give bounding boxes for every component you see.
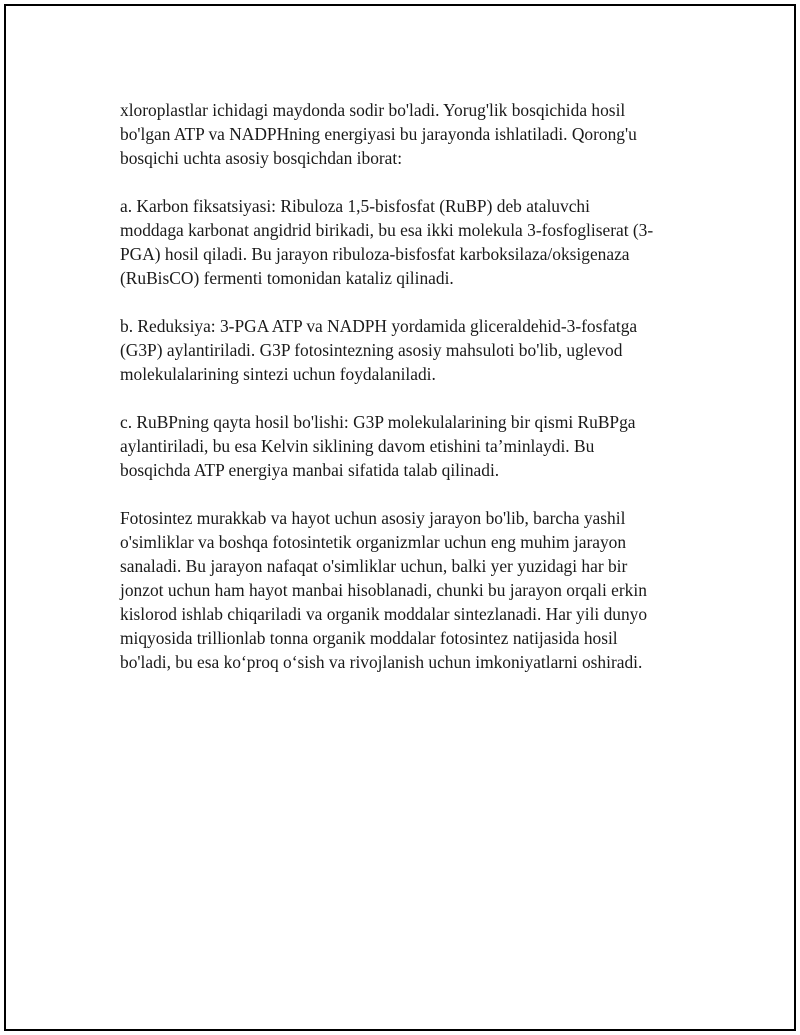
text-line: moddaga karbonat angidrid birikadi, bu esa ikki molekula 3-fosfogliserat (3- <box>120 220 654 240</box>
text-line: (G3P) aylantiriladi. G3P fotosintezning asosiy mahsuloti bo'lib, uglevod <box>120 340 623 360</box>
text-line: bo'ladi, bu esa ko‘proq o‘sish va rivojlanish uchun imkoniyatlarni oshiradi. <box>120 652 643 672</box>
page-frame <box>4 4 796 1031</box>
paragraph-carbon-fixation <box>120 194 695 290</box>
text-line: o'simliklar va boshqa fotosintetik organizmlar uchun eng muhim jarayon <box>120 532 627 552</box>
text-line: bo'lgan ATP va NADPHning energiyasi bu jarayonda ishlatiladi. Qorong'u <box>120 124 637 144</box>
text-line: (RuBisCO) fermenti tomonidan kataliz qilinadi. <box>120 268 454 288</box>
text-line: bosqichi uchta asosiy bosqichdan iborat: <box>120 148 403 168</box>
text-line: miqyosida trillionlab tonna organik moddalar fotosintez natijasida hosil <box>120 628 618 648</box>
text-line: xloroplastlar ichidagi maydonda sodir bo'ladi. Yorug'lik bosqichida hosil <box>120 100 626 120</box>
text-line: kislorod ishlab chiqariladi va organik moddalar sintezlanadi. Har yili dunyo <box>120 604 648 624</box>
paragraph-reduction <box>120 314 695 386</box>
text-line: jonzot uchun ham hayot manbai hisoblanadi, chunki bu jarayon orqali erkin <box>120 580 647 600</box>
text-line: PGA) hosil qiladi. Bu jarayon ribuloza-bisfosfat karboksilaza/oksigenaza <box>120 244 630 264</box>
text-line: molekulalarining sintezi uchun foydalaniladi. <box>120 364 436 384</box>
text-line: b. Reduksiya: 3-PGA ATP va NADPH yordamida gliceraldehid-3-fosfatga <box>120 316 638 336</box>
text-line: bosqichda ATP energiya manbai sifatida talab qilinadi. <box>120 460 500 480</box>
paragraph-conclusion <box>120 506 695 674</box>
text-line: aylantiriladi, bu esa Kelvin siklining davom etishini ta’minlaydi. Bu <box>120 436 595 456</box>
document-body <box>120 98 695 698</box>
text-line: c. RuBPning qayta hosil bo'lishi: G3P molekulalarining bir qismi RuBPga <box>120 412 636 432</box>
text-line: Fotosintez murakkab va hayot uchun asosiy jarayon bo'lib, barcha yashil <box>120 508 626 528</box>
paragraph-rubp-regeneration <box>120 410 695 482</box>
text-line: a. Karbon fiksatsiyasi: Ribuloza 1,5-bisfosfat (RuBP) deb ataluvchi <box>120 196 590 216</box>
paragraph-dark-stage-intro <box>120 98 695 170</box>
text-line: sanaladi. Bu jarayon nafaqat o'simliklar uchun, balki yer yuzidagi har bir <box>120 556 628 576</box>
